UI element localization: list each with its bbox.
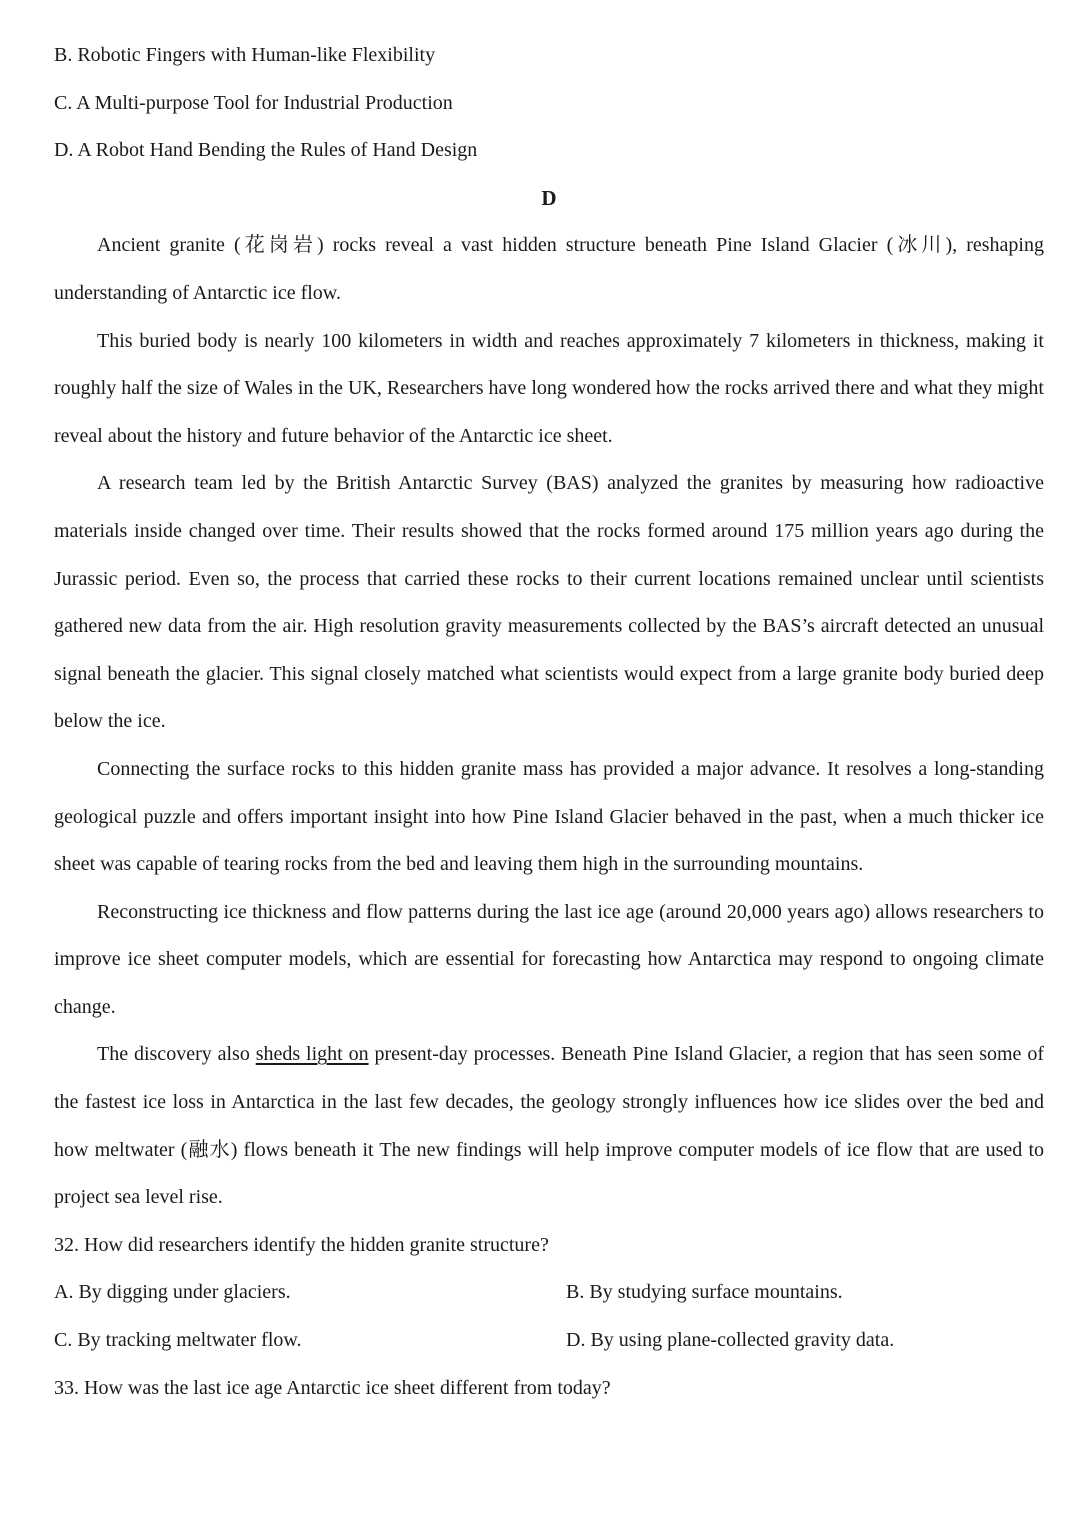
paragraph-5: Reconstructing ice thickness and flow patterns during the last ice age (around 20,000 years ago) allows researchers to improve ice sheet computer models, which are essential for forecasting how Antarctica may respond to ongoing climate change.	[54, 900, 1044, 1018]
prev-option-b: B. Robotic Fingers with Human-like Flexibility	[54, 44, 436, 66]
document-page	[54, 32, 1044, 1412]
section-title: D	[541, 185, 557, 210]
question-32-options-row-1	[54, 1269, 1044, 1317]
paragraph-2: This buried body is nearly 100 kilometers in width and reaches approximately 7 kilometers in thickness, making it roughly half the size of Wales in the UK, Researchers have long wondered how the rocks arrived there and what they might reveal about the history and future behavior of the Antarctic ice sheet.	[54, 329, 1044, 447]
underlined-phrase: sheds light on	[255, 1043, 369, 1066]
paragraph-6-start: The discovery also	[97, 1043, 256, 1066]
question-32-option-a: A. By digging under glaciers.	[54, 1281, 291, 1304]
question-32-stem: 32. How did researchers identify the hidden granite structure?	[54, 1233, 549, 1256]
question-32-option-d: D. By using plane-collected gravity data.	[566, 1329, 895, 1352]
prev-option-c: C. A Multi-purpose Tool for Industrial Production	[54, 91, 453, 114]
prev-option-d: D. A Robot Hand Bending the Rules of Hand Design	[54, 139, 478, 162]
paragraph-6	[54, 1031, 1044, 1221]
paragraph-4: Connecting the surface rocks to this hidden granite mass has provided a major advance. It resolves a long-standing geological puzzle and offers important insight into how Pine Island Glacier behaved in the past, when a much thicker ice sheet was capable of tearing rocks from the bed and leaving them high in the surrounding mountains.	[54, 757, 1044, 876]
question-33-stem: 33. How was the last ice age Antarctic ice sheet different from today?	[54, 1376, 611, 1399]
question-32-options-row-2	[54, 1317, 1044, 1365]
paragraph-1: Ancient granite (花岗岩) rocks reveal a vast hidden structure beneath Pine Island Glacier (冰川), reshaping understanding of Antarctic ice flow.	[54, 234, 1044, 304]
paragraph-6-rest: present-day processes. Beneath Pine Island Glacier, a region that has seen some of the fastest ice loss in Antarctica in the last few decades, the geology strongly influences how ice slides over the bed and how meltwater (融水) flows beneath it The new findings will help improve computer models of ice flow that are used to project sea level rise.	[54, 1043, 1044, 1209]
paragraph-3: A research team led by the British Antarctic Survey (BAS) analyzed the granites by measuring how radioactive materials inside changed over time. Their results showed that the rocks formed around 175 million years ago during the Jurassic period. Even so, the process that carried these rocks to their current locations remained unclear until scientists gathered new data from the air. High resolution gravity measurements collected by the BAS’s aircraft detected an unusual signal beneath the glacier. This signal closely matched what scientists would expect from a large granite body buried deep below the ice.	[54, 472, 1044, 733]
question-32-option-b: B. By studying surface mountains.	[566, 1281, 843, 1304]
question-32-option-c: C. By tracking meltwater flow.	[54, 1329, 302, 1352]
